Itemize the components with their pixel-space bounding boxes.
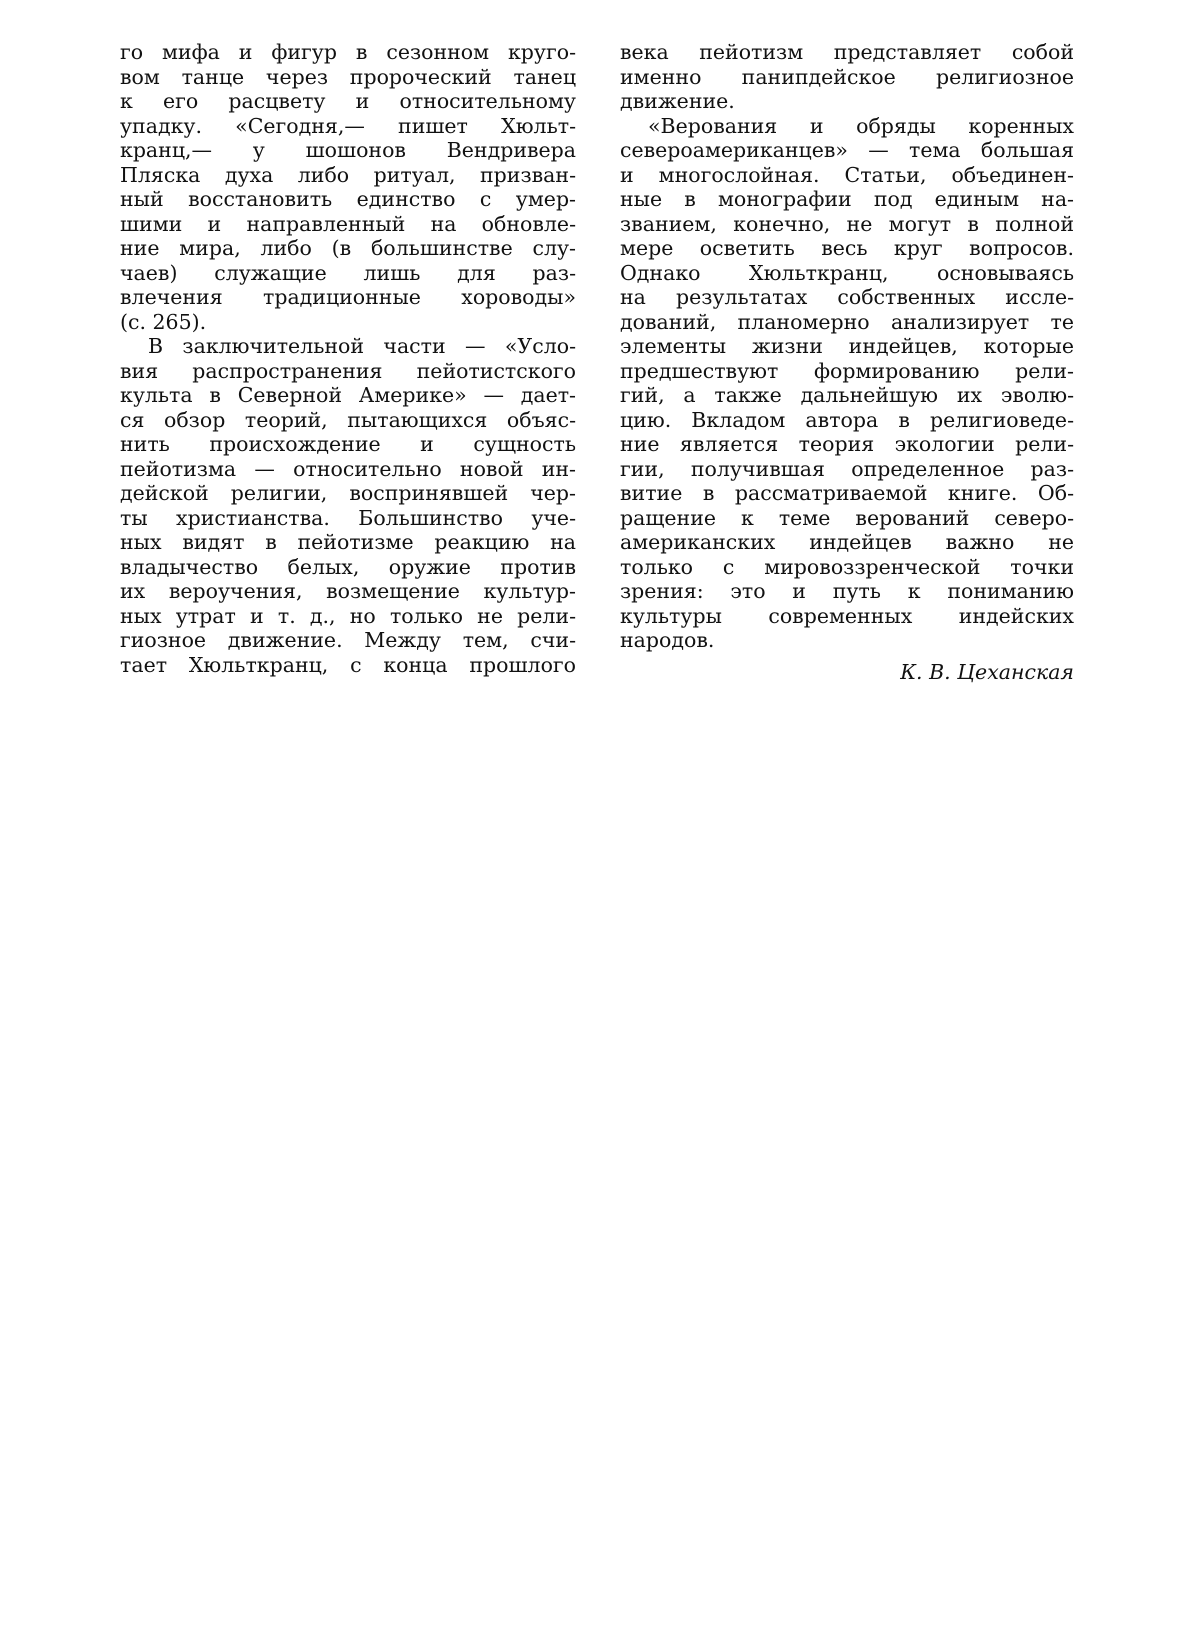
text-line: ный восстановить единство с умер- [120, 187, 576, 211]
text-line: ние мира, либо (в большинстве слу- [120, 236, 576, 260]
text-line: Пляска духа либо ритуал, призван- [120, 162, 576, 187]
text-line: Однако Хюльткранц, основываясь [620, 260, 1074, 285]
text-line: гиозное движение. Между тем, счи- [120, 628, 576, 652]
text-line: к его расцвету и относительному [120, 89, 576, 113]
text-line: гий, а также дальнейшую их эволю- [620, 383, 1074, 407]
text-line: В заключительной части — «Усло- [148, 334, 576, 358]
text-line: ся обзор теорий, пытающихся объяс- [120, 407, 576, 432]
text-line: кранц,— у шошонов Вендривера [120, 138, 576, 162]
right-column [620, 40, 1074, 653]
text-line: ты христианства. Большинство уче- [120, 505, 576, 530]
text-line: витие в рассматриваемой книге. Об- [620, 481, 1074, 505]
text-line: тает Хюльткранц, с конца прошлого [120, 652, 576, 677]
text-line: ных видят в пейотизме реакцию на [120, 530, 576, 554]
text-line: ные в монографии под единым на- [620, 187, 1074, 211]
text-line: «Верования и обряды коренных [648, 113, 1074, 138]
text-line: званием, конечно, не могут в полной [620, 211, 1074, 236]
text-line: зрения: это и путь к пониманию [620, 579, 1074, 603]
text-line: предшествуют формированию рели- [620, 358, 1074, 383]
text-line: движение. [620, 89, 735, 113]
text-line: гии, получившая определенное раз- [620, 456, 1074, 481]
text-line: (с. 265). [120, 309, 207, 334]
text-line: культа в Северной Америке» — дает- [120, 383, 576, 407]
text-line: вом танце через пророческий танец [120, 64, 576, 89]
text-line: владычество белых, оружие против [120, 554, 576, 579]
left-column [120, 40, 576, 677]
text-line: го мифа и фигур в сезонном круго- [120, 40, 576, 64]
text-line: вия распространения пейотистского [120, 358, 576, 383]
text-line: ращение к теме верований северо- [620, 505, 1074, 530]
text-line: народов. [620, 628, 715, 652]
text-line: дований, планомерно анализирует те [620, 309, 1074, 334]
text-line: на результатах собственных иссле- [620, 285, 1074, 309]
text-line: ных утрат и т. д., но только не рели- [120, 603, 576, 628]
text-line: чаев) служащие лишь для раз- [120, 260, 576, 285]
text-line: дейской религии, воспринявшей чер- [120, 481, 576, 505]
text-line: века пейотизм представляет собой [620, 40, 1074, 64]
text-line: американских индейцев важно не [620, 530, 1074, 554]
text-line: и многослойная. Статьи, объединен- [620, 162, 1074, 187]
text-line: нить происхождение и сущность [120, 432, 576, 456]
text-line: только с мировоззренческой точки [620, 554, 1074, 579]
text-line: североамериканцев» — тема большая [620, 138, 1074, 162]
text-line: именно панипдейское религиозное [620, 64, 1074, 89]
text-line: элементы жизни индейцев, которые [620, 334, 1074, 358]
author-signature: К. В. Цеханская [900, 660, 1074, 684]
text-line: упадку. «Сегодня,— пишет Хюльт- [120, 113, 576, 138]
text-line: их вероучения, возмещение культур- [120, 579, 576, 603]
text-line: пейотизма — относительно новой ин- [120, 456, 576, 481]
text-line: мере осветить весь круг вопросов. [620, 236, 1074, 260]
text-line: шими и направленный на обновле- [120, 211, 576, 236]
text-line: культуры современных индейских [620, 603, 1074, 628]
text-line: влечения традиционные хороводы» [120, 285, 576, 309]
text-line: цию. Вкладом автора в религиоведе- [620, 407, 1074, 432]
text-line: ние является теория экологии рели- [620, 432, 1074, 456]
